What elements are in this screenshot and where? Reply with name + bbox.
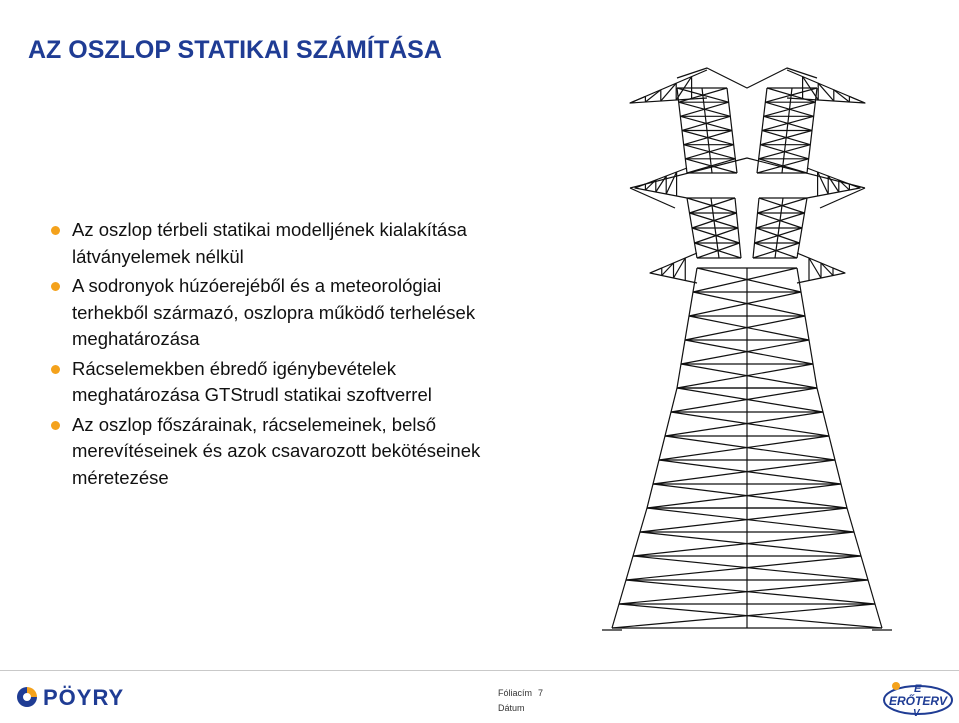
page-number: 7 [538, 688, 544, 698]
bullet-item [48, 273, 498, 353]
footer-divider [0, 670, 959, 671]
footer-label-title: Fóliacím [498, 688, 533, 698]
bullet-list [48, 217, 498, 494]
eroterv-logo [880, 680, 955, 718]
tower-drawing [555, 58, 940, 648]
eroterv-wordmark: ERŐTERV [889, 694, 948, 708]
bullet-dot-icon [51, 365, 60, 374]
bullet-dot-icon [51, 226, 60, 235]
poyry-wordmark: PÖYRY [43, 685, 125, 710]
bullet-text: Rácselemekben ébredő igénybevételek meghatározása GTStrudl statikai szoftverrel [72, 357, 432, 405]
bullet-text: Az oszlop térbeli statikai modelljének kialakítása látványelemek nélkül [72, 219, 467, 267]
footer-label-date: Dátum [498, 703, 525, 713]
bullet-text: A sodronyok húzóerejéből és a meteorológiai terhekből származó, oszlopra működő terhelések meghatározása [72, 275, 476, 349]
bullet-item [48, 217, 498, 270]
eroterv-letter-e: E [914, 683, 922, 695]
eroterv-emblem-icon [880, 680, 955, 718]
eroterv-letter-v: V [913, 708, 920, 718]
bullet-item [48, 412, 498, 492]
poyry-logo [14, 685, 144, 709]
lattice-tower-icon [555, 58, 940, 648]
slide-title: AZ OSZLOP STATIKAI SZÁMÍTÁSA [28, 36, 442, 64]
bullet-dot-icon [51, 421, 60, 430]
bullet-dot-icon [51, 282, 60, 291]
bullet-item [48, 356, 498, 409]
bullet-text: Az oszlop főszárainak, rácselemeinek, belső merevítéseinek és azok csavarozott bekötéseinek méretezése [72, 413, 481, 488]
poyry-swirl-icon [14, 685, 40, 709]
footer-meta [498, 688, 532, 718]
